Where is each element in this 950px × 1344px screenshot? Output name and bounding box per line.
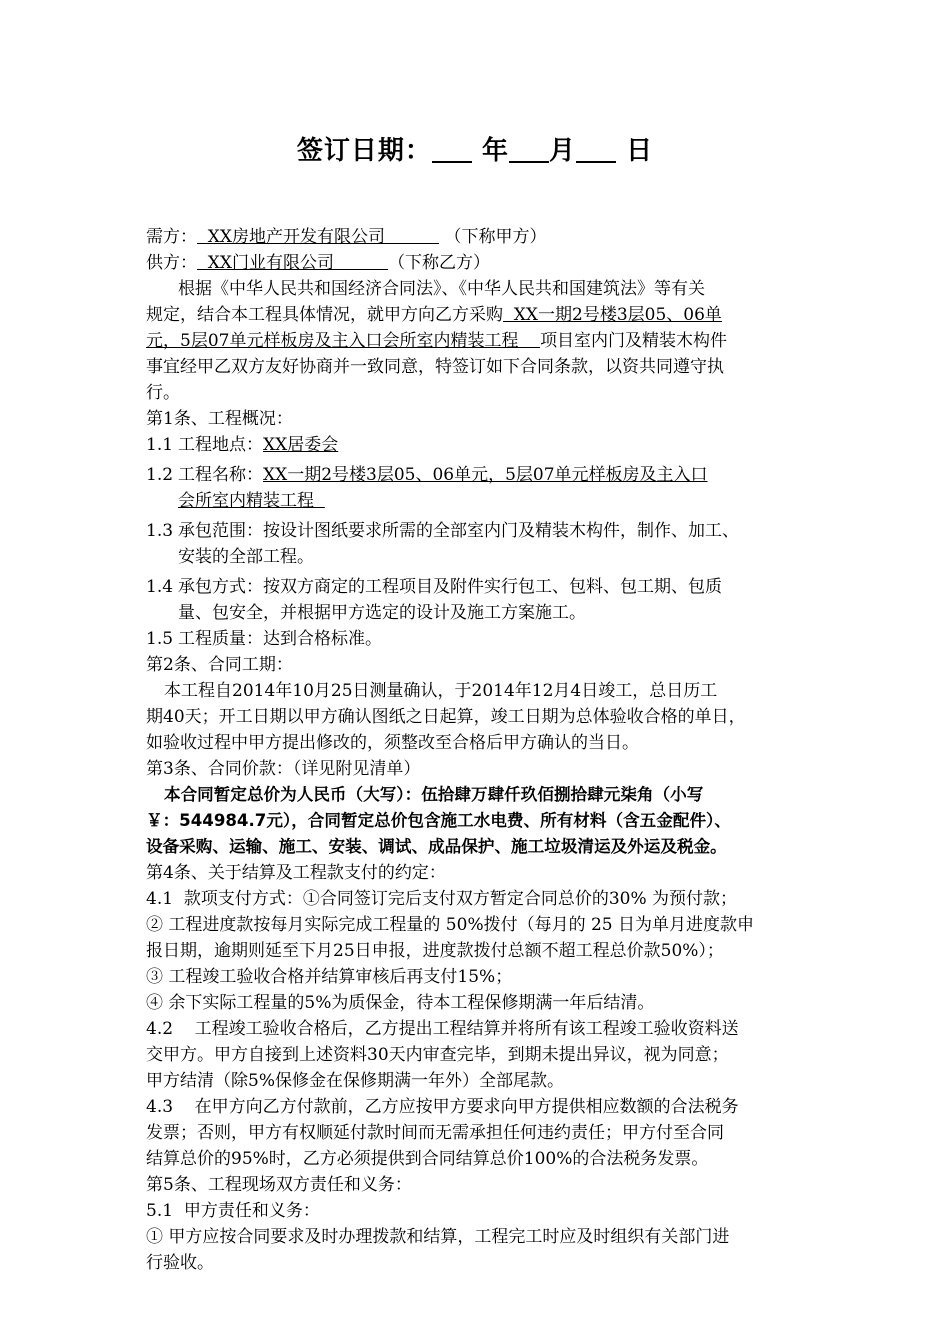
article-5-line: 行验收。 [146, 1253, 214, 1273]
article-4-line: 发票；否则，甲方有权顺延付款时间而无需承担任何违约责任；甲方付至合同 [146, 1123, 724, 1143]
buyer-line [146, 224, 826, 250]
clause-text: 承包方式：按双方商定的工程项目及附件实行包工、包料、包工期、包质 [178, 577, 722, 597]
signing-date-title [0, 130, 950, 167]
article-1-heading: 第1条、工程概况： [146, 409, 293, 429]
article-4-line: 4.2 工程竣工验收合格后，乙方提出工程结算并将所有该工程竣工验收资料送 [146, 1019, 739, 1039]
buyer-label: 需方： [146, 227, 197, 247]
article-4-line: 4.3 在甲方向乙方付款前，乙方应按甲方要求向甲方提供相应数额的合法税务 [146, 1097, 739, 1117]
contract-price-line: 本合同暂定总价为人民币（大写）：伍拾肆万肆仟玖佰捌拾肆元柒角（小写 [164, 785, 704, 804]
article-4-line: ② 工程进度款按每月实际完成工程量的 50%拨付（每月的 25 日为单月进度款申 [146, 915, 755, 935]
seller-suffix: （下称乙方） [388, 253, 491, 273]
month-label: 月 [549, 136, 577, 166]
preamble-line [146, 328, 826, 354]
preamble-line: 根据《中华人民共和国经济合同法》、《中华人民共和国建筑法》等有关 [178, 279, 705, 299]
preamble-line: 事宜经甲乙双方友好协商并一致同意，特签订如下合同条款，以资共同遵守执 [146, 357, 724, 377]
contract-body [146, 224, 826, 1276]
article-5-line: 5.1 甲方责任和义务： [146, 1201, 320, 1221]
article-2-line: 本工程自2014年10月25日测量确认，于2014年12月4日竣工，总日历工 [164, 681, 718, 701]
preamble-text: 项目室内门及精装木构件 [540, 331, 728, 351]
article-2-line: 如验收过程中甲方提出修改的，须整改至合格后甲方确认的当日。 [146, 733, 639, 753]
clause-text: 工程质量：达到合格标准。 [178, 629, 382, 649]
preamble-line: 行。 [146, 383, 180, 403]
clause-1-1 [146, 432, 826, 458]
contract-price-line: 设备采购、运输、施工、安装、调试、成品保护、施工垃圾清运及外运及税金。 [146, 837, 727, 856]
day-label: 日 [626, 136, 654, 166]
clause-1-5 [146, 626, 826, 652]
preamble-text: 规定，结合本工程具体情况，就甲方向乙方采购 [146, 305, 503, 325]
clause-label: 工程名称： [178, 465, 263, 485]
article-4-line: 结算总价的95%时，乙方必须提供到合同结算总价100%的合法税务发票。 [146, 1149, 709, 1169]
article-4-line: 报日期，逾期则延至下月25日申报，进度款拨付总额不超工程总价款50%）； [146, 941, 724, 961]
article-4-line: ③ 工程竣工验收合格并结算审核后再支付15%； [146, 967, 513, 987]
day-blank [576, 137, 616, 163]
clause-1-4-cont: 量、包安全，并根据甲方选定的设计及施工方案施工。 [178, 603, 586, 623]
year-blank [432, 137, 472, 163]
seller-line [146, 250, 826, 276]
article-4-line: 交甲方。甲方自接到上述资料30天内审查完毕，到期未提出异议，视为同意； [146, 1045, 729, 1065]
clause-1-4 [146, 574, 826, 600]
year-label: 年 [481, 136, 509, 166]
month-blank [509, 137, 549, 163]
buyer-name: XX房地产开发有限公司 [197, 227, 440, 247]
clause-1-2-cont [146, 488, 826, 514]
project-name: 会所室内精装工程 [178, 491, 325, 511]
article-3-heading: 第3条、合同价款：（详见附见清单） [146, 759, 421, 779]
clause-number: 1.2 [146, 465, 174, 485]
buyer-suffix: （下称甲方） [444, 227, 547, 247]
project-name: XX一期2号楼3层05、06单元，5层07单元样板房及主入口 [263, 465, 708, 485]
article-4-line: 4.1 款项支付方式：①合同签订完后支付双方暂定合同总价的30% 为预付款； [146, 889, 738, 909]
article-5-heading: 第5条、工程现场双方责任和义务： [146, 1175, 412, 1195]
clause-number: 1.3 [146, 521, 174, 541]
contract-price-line: ￥：544984.7元），合同暂定总价包含施工水电费、所有材料（含五金配件）、 [146, 811, 731, 830]
article-5-line: ① 甲方应按合同要求及时办理拨款和结算，工程完工时应及时组织有关部门进 [146, 1227, 730, 1247]
seller-name: XX门业有限公司 [197, 253, 389, 273]
clause-1-3 [146, 518, 826, 544]
project-name-underlined: 元，5层07单元样板房及主入口会所室内精装工程 [146, 331, 541, 351]
article-4-line: ④ 余下实际工程量的5%为质保金，待本工程保修期满一年后结清。 [146, 993, 655, 1013]
project-name-underlined: XX一期2号楼3层05、06单 [503, 305, 722, 325]
article-2-heading: 第2条、合同工期： [146, 655, 293, 675]
signing-date-label: 签订日期： [296, 136, 432, 166]
clause-number: 1.4 [146, 577, 174, 597]
preamble-line [146, 302, 826, 328]
clause-number: 1.1 [146, 435, 174, 455]
clause-label: 工程地点： [178, 435, 263, 455]
clause-number: 1.5 [146, 629, 174, 649]
clause-text: 承包范围：按设计图纸要求所需的全部室内门及精装木构件，制作、加工、 [178, 521, 739, 541]
article-4-heading: 第4条、关于结算及工程款支付的约定： [146, 863, 446, 883]
seller-label: 供方： [146, 253, 197, 273]
clause-1-3-cont: 安装的全部工程。 [178, 547, 314, 567]
site-location: XX居委会 [263, 435, 339, 455]
article-4-line: 甲方结清（除5%保修金在保修期满一年外）全部尾款。 [146, 1071, 564, 1091]
clause-1-2 [146, 462, 826, 488]
article-2-line: 期40天；开工日期以甲方确认图纸之日起算，竣工日期为总体验收合格的单日， [146, 707, 746, 727]
